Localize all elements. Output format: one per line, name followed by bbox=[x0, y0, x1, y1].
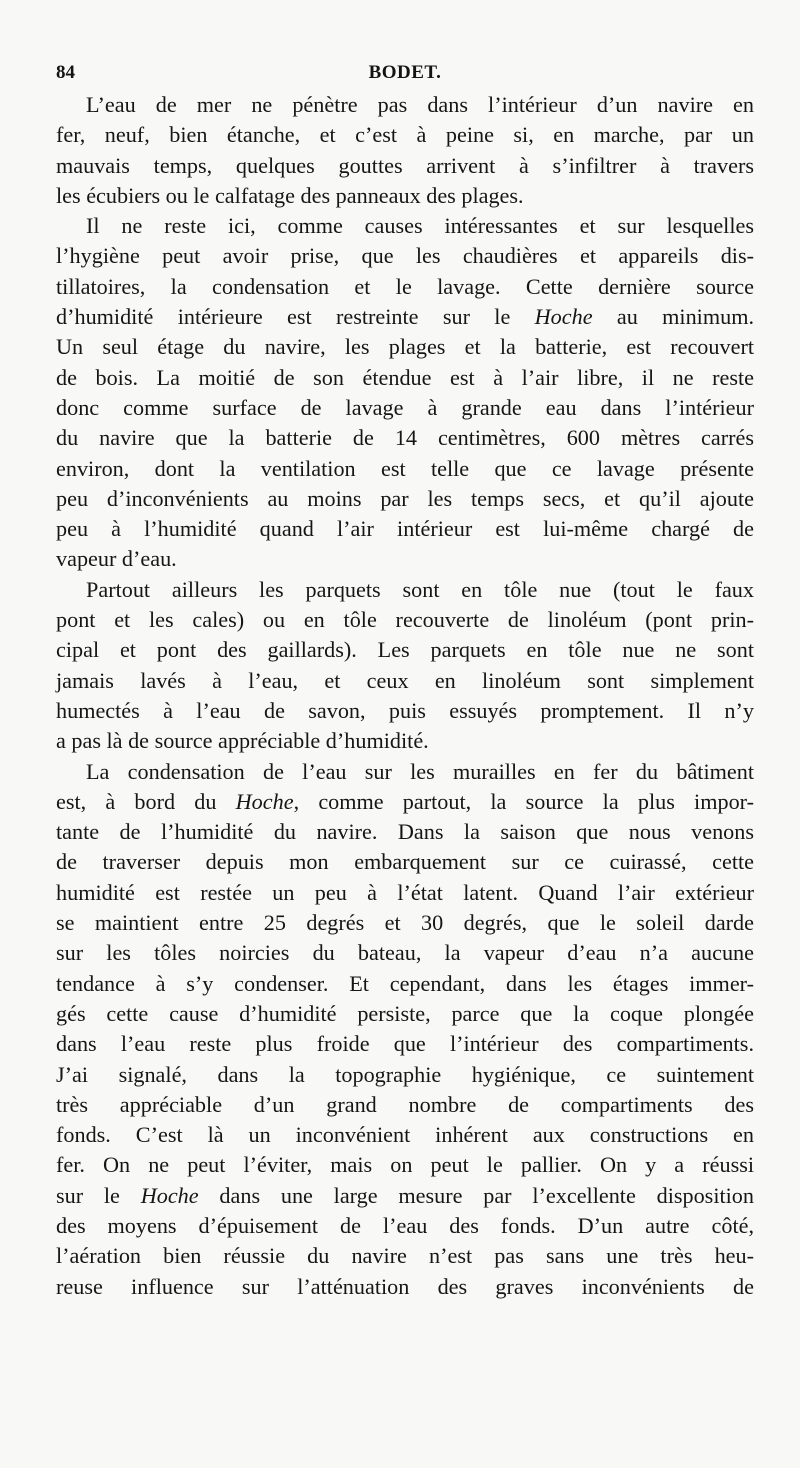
text-line: La condensation de l’eau sur les murailles en fer du bâtiment bbox=[86, 758, 754, 784]
text-line: a pas là de source appréciable d’humidité. bbox=[56, 728, 429, 754]
text-line: sur les tôles noircies du bateau, la vapeur d’eau n’a aucune bbox=[56, 940, 754, 966]
text-line: tante de l’humidité du navire. Dans la saison que nous venons bbox=[56, 819, 754, 845]
text-line: très appréciable d’un grand nombre de compartiments des bbox=[56, 1091, 754, 1117]
text-line: est, à bord du Hoche, comme partout, la source la plus impor- bbox=[56, 788, 754, 814]
text-line: pont et les cales) ou en tôle recouverte de linoléum (pont prin- bbox=[56, 607, 754, 633]
paragraph bbox=[56, 211, 754, 575]
text-line: tendance à s’y condenser. Et cependant, dans les étages immer- bbox=[56, 970, 754, 996]
ship-name: Hoche bbox=[534, 304, 593, 330]
text-line: fonds. C’est là un inconvénient inhérent aux constructions en bbox=[56, 1122, 754, 1148]
body-text bbox=[56, 90, 754, 1302]
page-header bbox=[56, 60, 754, 90]
text-line: fer, neuf, bien étanche, et c’est à peine si, en marche, par un bbox=[56, 122, 754, 148]
text-line: reuse influence sur l’atténuation des graves inconvénients de bbox=[56, 1273, 754, 1299]
text-line: humidité est restée un peu à l’état latent. Quand l’air extérieur bbox=[56, 879, 754, 905]
text-line: gés cette cause d’humidité persiste, parce que la coque plongée bbox=[56, 1000, 754, 1026]
text-line: peu à l’humidité quand l’air intérieur est lui-même chargé de bbox=[56, 516, 754, 542]
paragraph bbox=[56, 90, 754, 211]
text-line: Partout ailleurs les parquets sont en tôle nue (tout le faux bbox=[86, 576, 754, 602]
paragraph bbox=[56, 757, 754, 1302]
text-line: cipal et pont des gaillards). Les parquets en tôle nue ne sont bbox=[56, 637, 754, 663]
text-line: tillatoires, la condensation et le lavage. Cette dernière source bbox=[56, 273, 754, 299]
text-line: du navire que la batterie de 14 centimètres, 600 mètres carrés bbox=[56, 425, 754, 451]
text-line: l’hygiène peut avoir prise, que les chaudières et appareils dis- bbox=[56, 243, 754, 269]
text-line: l’aération bien réussie du navire n’est pas sans une très heu- bbox=[56, 1243, 754, 1269]
text-line: L’eau de mer ne pénètre pas dans l’intérieur d’un navire en bbox=[86, 92, 754, 117]
text-line: Il ne reste ici, comme causes intéressantes et sur lesquelles bbox=[86, 213, 754, 239]
text-line: peu d’inconvénients au moins par les temps secs, et qu’il ajoute bbox=[56, 485, 754, 511]
text-line: de traverser depuis mon embarquement sur ce cuirassé, cette bbox=[56, 849, 754, 875]
text-line: d’humidité intérieure est restreinte sur le Hoche au minimum. bbox=[56, 304, 754, 330]
ship-name: Hoche bbox=[140, 1182, 199, 1208]
text-line: de bois. La moitié de son étendue est à l’air libre, il ne reste bbox=[56, 364, 754, 390]
text-line: donc comme surface de lavage à grande eau dans l’intérieur bbox=[56, 394, 754, 420]
text-line: dans l’eau reste plus froide que l’intérieur des compartiments. bbox=[56, 1031, 754, 1057]
text-line: J’ai signalé, dans la topographie hygiénique, ce suintement bbox=[56, 1061, 754, 1087]
text-line: vapeur d’eau. bbox=[56, 546, 177, 572]
page-number: 84 bbox=[56, 62, 75, 83]
text-line: jamais lavés à l’eau, et ceux en linoléum sont simplement bbox=[56, 667, 754, 693]
text-line: des moyens d’épuisement de l’eau des fonds. D’un autre côté, bbox=[56, 1212, 754, 1238]
text-line: humectés à l’eau de savon, puis essuyés promptement. Il n’y bbox=[56, 697, 754, 723]
paragraph bbox=[56, 575, 754, 757]
text-line: sur le Hoche dans une large mesure par l’excellente disposition bbox=[56, 1182, 754, 1208]
text-line: fer. On ne peut l’éviter, mais on peut le pallier. On y a réussi bbox=[56, 1152, 754, 1178]
text-line: se maintient entre 25 degrés et 30 degrés, que le soleil darde bbox=[56, 910, 754, 936]
text-line: mauvais temps, quelques gouttes arrivent à s’infiltrer à travers bbox=[56, 152, 754, 178]
text-line: les écubiers ou le calfatage des panneaux des plages. bbox=[56, 182, 524, 208]
text-line: environ, dont la ventilation est telle que ce lavage présente bbox=[56, 455, 754, 481]
running-head: BODET. bbox=[368, 62, 442, 83]
text-line: Un seul étage du navire, les plages et la batterie, est recouvert bbox=[56, 334, 754, 360]
ship-name: Hoche bbox=[235, 788, 294, 814]
